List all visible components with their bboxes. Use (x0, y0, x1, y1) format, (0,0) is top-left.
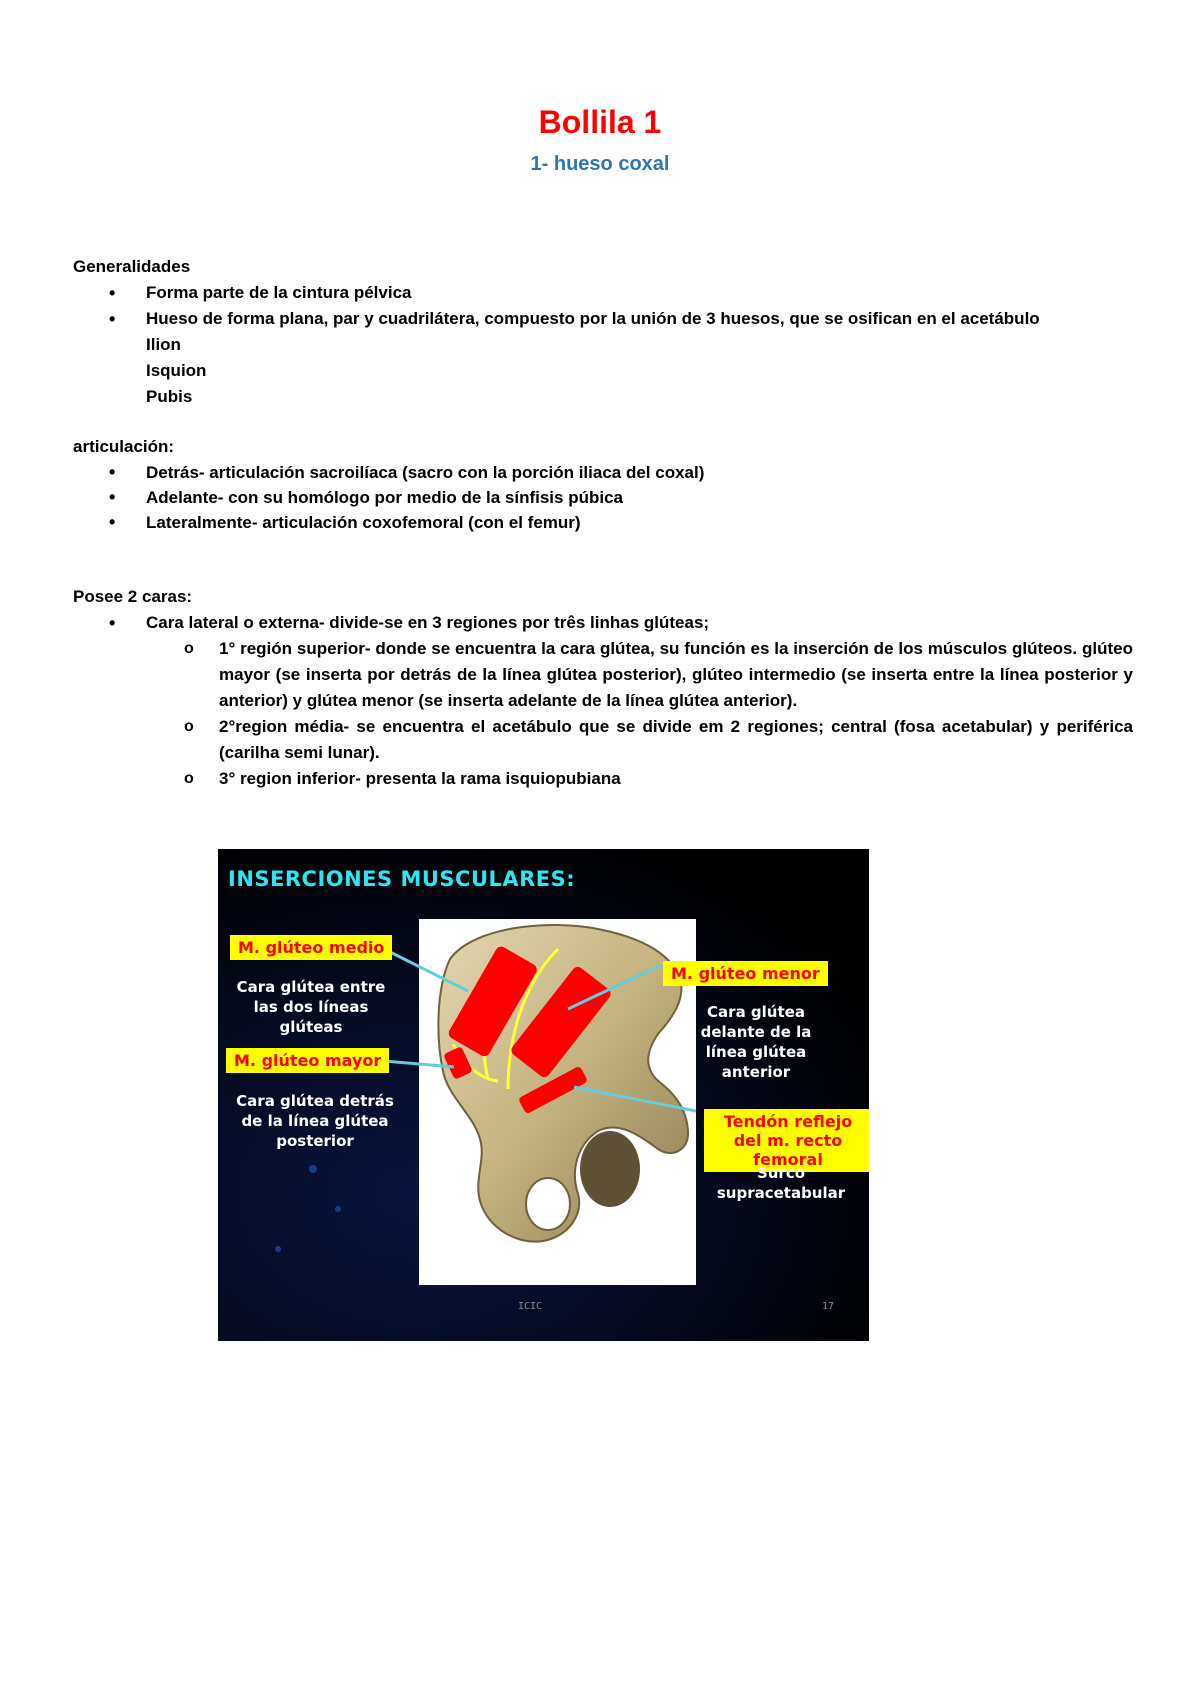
sub-list-item: o 1° región superior- donde se encuentra la cara glútea, su función es la inserción de los músculos glúteos. glúteo mayor (se inserta por detrás de la línea glútea posterior), glúteo intermedio (se inserta entre la línea posterior y anterior) y glútea menor (se inserta adelante de la línea glútea anterior). (73, 636, 1133, 714)
list-item: • Adelante- con su homólogo por medio de la sínfisis púbica (73, 485, 1133, 510)
circle-bullet-icon: o (184, 718, 194, 735)
list-item: • Detrás- articulación sacroilíaca (sacro con la porción iliaca del coxal) (73, 460, 1133, 485)
circle-bullet-icon: o (184, 770, 194, 787)
label-gluteo-medio: M. glúteo medio (230, 935, 392, 960)
page-title: Bollila 1 (538, 104, 662, 140)
sub-list-item: o 3° region inferior- presenta la rama isquiopubiana (73, 766, 1133, 792)
list-item: • Forma parte de la cintura pélvica (73, 280, 1133, 306)
desc-surco-supracetabular: Surco supracetabular (716, 1164, 846, 1202)
list-item: • Hueso de forma plana, par y cuadrilátera, compuesto por la unión de 3 huesos, que se osifican en el acetábulo (73, 306, 1133, 332)
figure-footer-left: ICIC (518, 1301, 543, 1312)
label-gluteo-mayor: M. glúteo mayor (226, 1048, 389, 1073)
desc-gluteo-menor: Cara glútea delante de la línea glútea anterior (700, 1003, 812, 1081)
list-item: • Cara lateral o externa- divide-se en 3 regiones por três linhas glúteas; (73, 610, 1133, 636)
bullet-icon: • (109, 462, 116, 482)
page-subtitle: 1- hueso coxal (530, 153, 670, 175)
bullet-icon: • (109, 613, 116, 633)
decorative-dot (309, 1165, 317, 1173)
section-articulacion (73, 434, 1133, 535)
obturator-foramen (526, 1178, 570, 1230)
sub-list-item: o 2°region média- se encuentra el acetábulo que se divide em 2 regiones; central (fosa acetabular) y periférica (carilha semi lunar). (73, 714, 1133, 766)
section-heading: Generalidades (73, 257, 191, 276)
bullet-list (73, 280, 1133, 332)
bullet-icon: • (109, 512, 116, 532)
label-gluteo-menor: M. glúteo menor (663, 961, 828, 986)
bone-name: Isquion (146, 361, 207, 380)
bullet-icon: • (109, 283, 116, 303)
inserciones-musculares-figure (218, 849, 869, 1341)
section-heading: articulación: (73, 437, 175, 456)
desc-gluteo-mayor: Cara glútea detrás de la línea glútea posterior (236, 1092, 394, 1150)
circle-bullet-icon: o (184, 640, 194, 657)
desc-gluteo-medio: Cara glútea entre las dos líneas glúteas (236, 978, 386, 1036)
bone-name: Ilion (146, 335, 181, 354)
acetabulum (580, 1131, 640, 1207)
decorative-dot (275, 1246, 281, 1252)
bullet-icon: • (109, 309, 116, 329)
figure-footer-right: 17 (822, 1301, 835, 1312)
bullet-list (73, 610, 1133, 636)
bullet-list (73, 460, 1133, 535)
label-tendon-recto-femoral: Tendón reflejo del m. recto femoral (704, 1109, 869, 1172)
section-heading: Posee 2 caras: (73, 587, 193, 606)
decorative-dot (335, 1206, 341, 1212)
list-item: • Lateralmente- articulación coxofemoral (con el femur) (73, 510, 1133, 535)
section-caras (73, 584, 1133, 792)
bone-name: Pubis (146, 387, 193, 406)
bullet-icon: • (109, 487, 116, 507)
figure-title: INSERCIONES MUSCULARES: (228, 867, 576, 891)
sub-list (73, 636, 1133, 792)
section-generalidades (73, 254, 1133, 410)
